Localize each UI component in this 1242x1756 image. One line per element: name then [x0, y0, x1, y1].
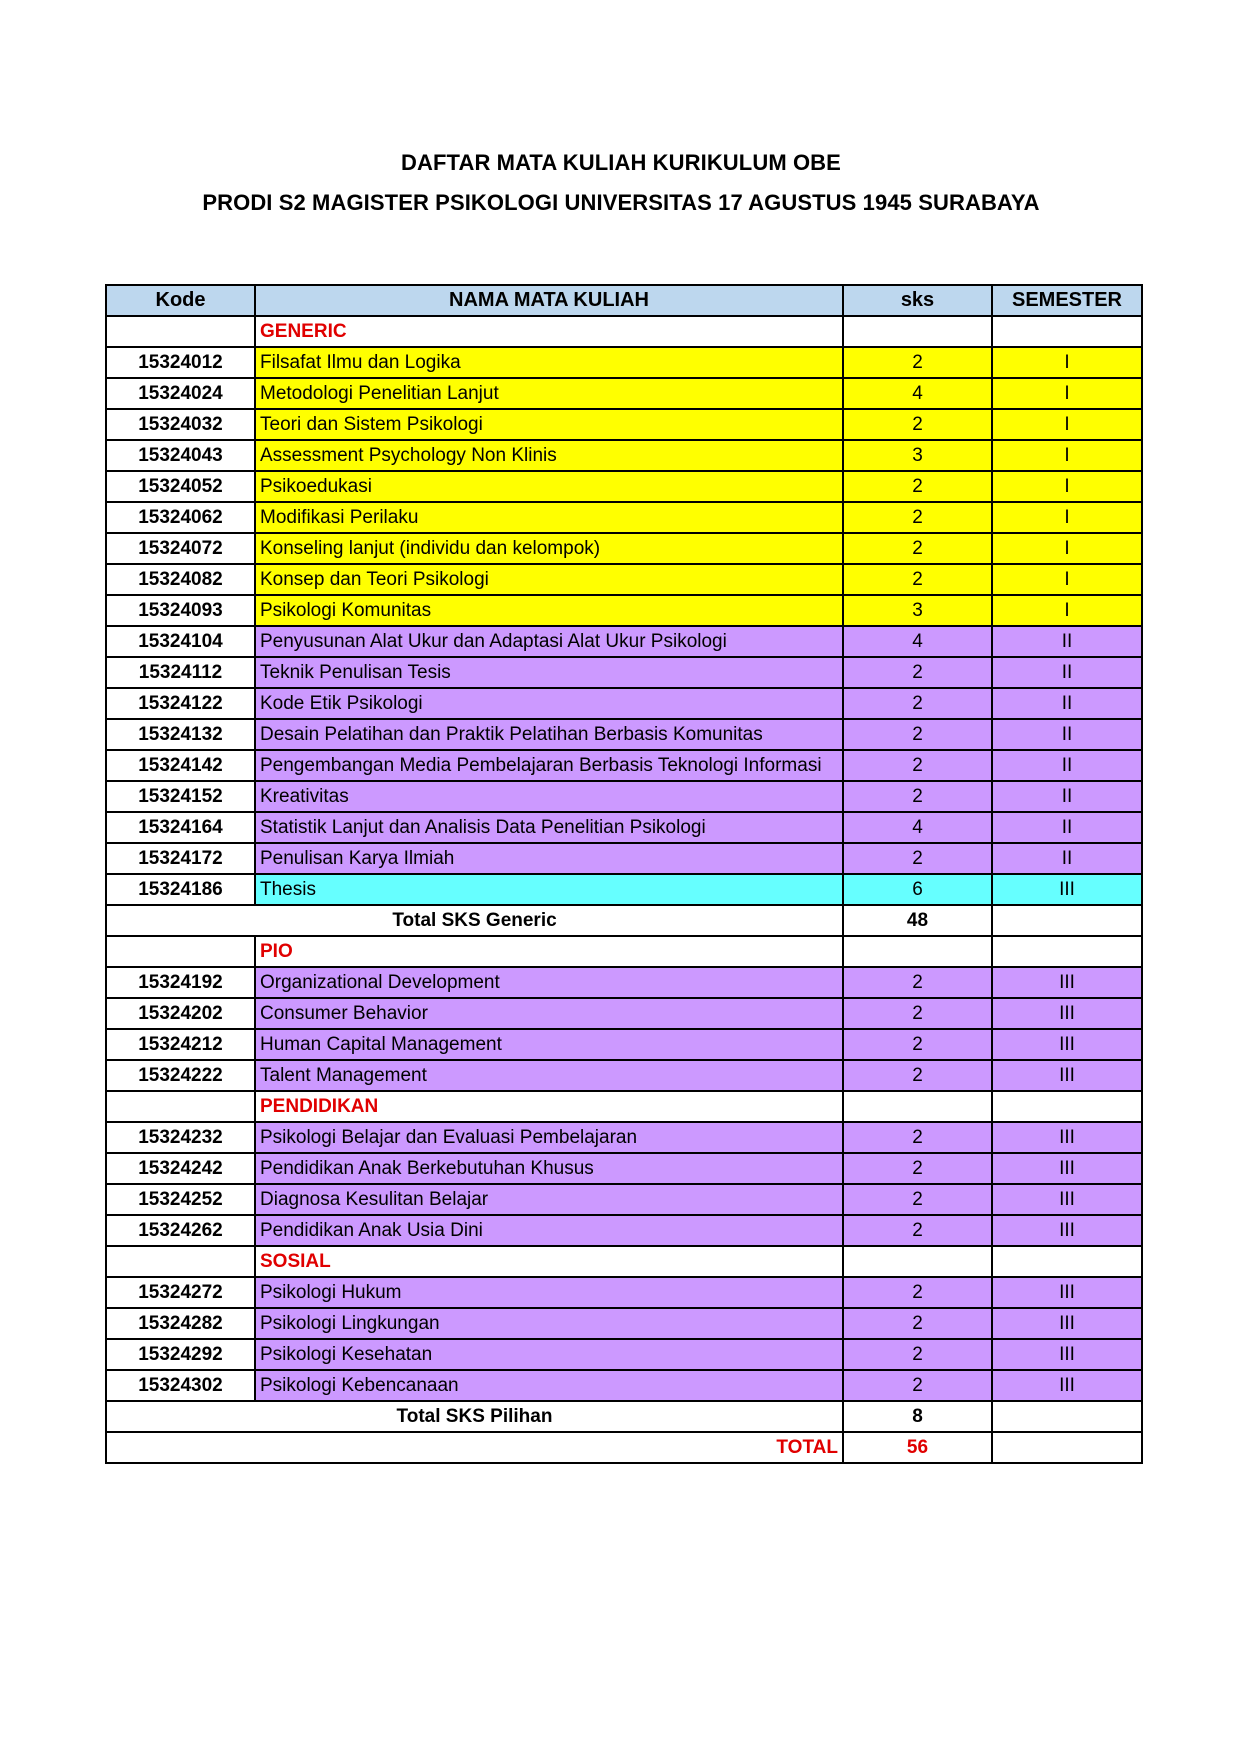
- course-name: Thesis: [255, 874, 843, 905]
- subtotal-row: [106, 1401, 1142, 1432]
- course-sks: 2: [843, 967, 992, 998]
- table-row: [106, 1060, 1142, 1091]
- course-sks: 4: [843, 812, 992, 843]
- course-semester: II: [992, 688, 1142, 719]
- course-code: 15324172: [106, 843, 255, 874]
- empty-cell: [106, 1246, 255, 1277]
- table-row: [106, 595, 1142, 626]
- course-code: 15324024: [106, 378, 255, 409]
- course-name: Konseling lanjut (individu dan kelompok): [255, 533, 843, 564]
- course-semester: III: [992, 1029, 1142, 1060]
- course-semester: I: [992, 533, 1142, 564]
- table-row: [106, 564, 1142, 595]
- table-row: [106, 688, 1142, 719]
- group-row: [106, 936, 1142, 967]
- course-sks: 2: [843, 471, 992, 502]
- empty-cell: [992, 1401, 1142, 1432]
- course-code: 15324232: [106, 1122, 255, 1153]
- course-semester: III: [992, 874, 1142, 905]
- course-semester: I: [992, 440, 1142, 471]
- table-row: [106, 626, 1142, 657]
- empty-cell: [992, 1091, 1142, 1122]
- course-semester: III: [992, 998, 1142, 1029]
- course-sks: 2: [843, 657, 992, 688]
- course-semester: II: [992, 781, 1142, 812]
- course-semester: III: [992, 1370, 1142, 1401]
- course-table: [105, 284, 1143, 1464]
- course-name: Psikologi Belajar dan Evaluasi Pembelajaran: [255, 1122, 843, 1153]
- course-name: Psikologi Hukum: [255, 1277, 843, 1308]
- empty-cell: [106, 936, 255, 967]
- course-name: Psikologi Kebencanaan: [255, 1370, 843, 1401]
- course-name: Kode Etik Psikologi: [255, 688, 843, 719]
- course-sks: 6: [843, 874, 992, 905]
- course-name: Psikoedukasi: [255, 471, 843, 502]
- course-semester: III: [992, 1215, 1142, 1246]
- course-semester: I: [992, 564, 1142, 595]
- course-sks: 2: [843, 750, 992, 781]
- grand-total-value: 56: [843, 1432, 992, 1463]
- empty-cell: [843, 1091, 992, 1122]
- course-code: 15324192: [106, 967, 255, 998]
- course-name: Kreativitas: [255, 781, 843, 812]
- table-row: [106, 967, 1142, 998]
- table-row: [106, 1184, 1142, 1215]
- course-code: 15324302: [106, 1370, 255, 1401]
- course-code: 15324152: [106, 781, 255, 812]
- table-row: [106, 1215, 1142, 1246]
- subtotal-value: 48: [843, 905, 992, 936]
- course-sks: 2: [843, 719, 992, 750]
- course-name: Penyusunan Alat Ukur dan Adaptasi Alat Ukur Psikologi: [255, 626, 843, 657]
- course-sks: 2: [843, 347, 992, 378]
- table-row: [106, 533, 1142, 564]
- table-row: [106, 719, 1142, 750]
- course-sks: 2: [843, 533, 992, 564]
- table-row: [106, 1122, 1142, 1153]
- header-name: NAMA MATA KULIAH: [255, 285, 843, 316]
- course-name: Teori dan Sistem Psikologi: [255, 409, 843, 440]
- course-code: 15324292: [106, 1339, 255, 1370]
- table-header-row: [106, 285, 1142, 316]
- course-name: Teknik Penulisan Tesis: [255, 657, 843, 688]
- grand-total-label: TOTAL: [106, 1432, 843, 1463]
- empty-cell: [106, 1091, 255, 1122]
- course-name: Desain Pelatihan dan Praktik Pelatihan Berbasis Komunitas: [255, 719, 843, 750]
- document-title: DAFTAR MATA KULIAH KURIKULUM OBE: [401, 150, 841, 175]
- course-semester: III: [992, 967, 1142, 998]
- course-semester: I: [992, 409, 1142, 440]
- table-row: [106, 471, 1142, 502]
- table-row: [106, 781, 1142, 812]
- course-sks: 4: [843, 626, 992, 657]
- empty-cell: [992, 936, 1142, 967]
- subtotal-value: 8: [843, 1401, 992, 1432]
- course-name: Psikologi Kesehatan: [255, 1339, 843, 1370]
- header-sks: sks: [843, 285, 992, 316]
- course-semester: I: [992, 502, 1142, 533]
- course-sks: 2: [843, 1308, 992, 1339]
- course-name: Organizational Development: [255, 967, 843, 998]
- course-name: Consumer Behavior: [255, 998, 843, 1029]
- course-semester: II: [992, 719, 1142, 750]
- course-name: Psikologi Lingkungan: [255, 1308, 843, 1339]
- group-label: PIO: [255, 936, 843, 967]
- subtotal-label: Total SKS Generic: [106, 905, 843, 936]
- course-semester: III: [992, 1153, 1142, 1184]
- course-sks: 2: [843, 1122, 992, 1153]
- course-name: Pengembangan Media Pembelajaran Berbasis Teknologi Informasi: [255, 750, 843, 781]
- course-sks: 4: [843, 378, 992, 409]
- course-sks: 2: [843, 998, 992, 1029]
- course-sks: 2: [843, 564, 992, 595]
- course-sks: 2: [843, 1029, 992, 1060]
- course-sks: 2: [843, 688, 992, 719]
- course-semester: II: [992, 657, 1142, 688]
- subtotal-label: Total SKS Pilihan: [106, 1401, 843, 1432]
- table-row: [106, 843, 1142, 874]
- course-code: 15324093: [106, 595, 255, 626]
- group-label: GENERIC: [255, 316, 843, 347]
- table-row: [106, 1153, 1142, 1184]
- group-label: SOSIAL: [255, 1246, 843, 1277]
- group-row: [106, 316, 1142, 347]
- course-name: Pendidikan Anak Berkebutuhan Khusus: [255, 1153, 843, 1184]
- course-sks: 3: [843, 440, 992, 471]
- course-code: 15324202: [106, 998, 255, 1029]
- course-name: Statistik Lanjut dan Analisis Data Penelitian Psikologi: [255, 812, 843, 843]
- table-row: [106, 1277, 1142, 1308]
- course-code: 15324252: [106, 1184, 255, 1215]
- course-name: Talent Management: [255, 1060, 843, 1091]
- course-semester: III: [992, 1308, 1142, 1339]
- table-row: [106, 409, 1142, 440]
- course-code: 15324012: [106, 347, 255, 378]
- course-sks: 2: [843, 781, 992, 812]
- course-code: 15324062: [106, 502, 255, 533]
- course-code: 15324043: [106, 440, 255, 471]
- course-semester: III: [992, 1339, 1142, 1370]
- course-sks: 2: [843, 1339, 992, 1370]
- empty-cell: [843, 316, 992, 347]
- course-code: 15324072: [106, 533, 255, 564]
- course-code: 15324262: [106, 1215, 255, 1246]
- course-code: 15324112: [106, 657, 255, 688]
- table-row: [106, 874, 1142, 905]
- course-name: Diagnosa Kesulitan Belajar: [255, 1184, 843, 1215]
- group-label: PENDIDIKAN: [255, 1091, 843, 1122]
- table-row: [106, 502, 1142, 533]
- course-sks: 2: [843, 1277, 992, 1308]
- course-code: 15324272: [106, 1277, 255, 1308]
- table-body: [106, 316, 1142, 1463]
- table-row: [106, 440, 1142, 471]
- course-name: Metodologi Penelitian Lanjut: [255, 378, 843, 409]
- course-name: Filsafat Ilmu dan Logika: [255, 347, 843, 378]
- course-sks: 2: [843, 1153, 992, 1184]
- empty-cell: [106, 316, 255, 347]
- course-sks: 2: [843, 502, 992, 533]
- empty-cell: [992, 1246, 1142, 1277]
- group-row: [106, 1091, 1142, 1122]
- course-semester: II: [992, 750, 1142, 781]
- course-code: 15324164: [106, 812, 255, 843]
- course-code: 15324082: [106, 564, 255, 595]
- course-code: 15324242: [106, 1153, 255, 1184]
- course-semester: I: [992, 347, 1142, 378]
- course-code: 15324222: [106, 1060, 255, 1091]
- table-row: [106, 812, 1142, 843]
- course-semester: II: [992, 843, 1142, 874]
- empty-cell: [843, 1246, 992, 1277]
- course-sks: 2: [843, 1060, 992, 1091]
- table-row: [106, 1308, 1142, 1339]
- course-semester: II: [992, 812, 1142, 843]
- table-row: [106, 750, 1142, 781]
- table-row: [106, 1339, 1142, 1370]
- course-semester: III: [992, 1122, 1142, 1153]
- table-row: [106, 1370, 1142, 1401]
- course-code: 15324104: [106, 626, 255, 657]
- course-semester: III: [992, 1184, 1142, 1215]
- table-row: [106, 657, 1142, 688]
- table-row: [106, 347, 1142, 378]
- course-code: 15324122: [106, 688, 255, 719]
- course-semester: III: [992, 1060, 1142, 1091]
- course-name: Psikologi Komunitas: [255, 595, 843, 626]
- course-name: Pendidikan Anak Usia Dini: [255, 1215, 843, 1246]
- course-sks: 3: [843, 595, 992, 626]
- group-row: [106, 1246, 1142, 1277]
- course-code: 15324142: [106, 750, 255, 781]
- course-name: Modifikasi Perilaku: [255, 502, 843, 533]
- course-code: 15324186: [106, 874, 255, 905]
- course-semester: I: [992, 471, 1142, 502]
- header-semester: SEMESTER: [992, 285, 1142, 316]
- course-code: 15324032: [106, 409, 255, 440]
- document-subtitle: PRODI S2 MAGISTER PSIKOLOGI UNIVERSITAS 17 AGUSTUS 1945 SURABAYA: [202, 190, 1040, 215]
- course-code: 15324052: [106, 471, 255, 502]
- course-semester: II: [992, 626, 1142, 657]
- header-code: Kode: [106, 285, 255, 316]
- course-sks: 2: [843, 1215, 992, 1246]
- course-semester: III: [992, 1277, 1142, 1308]
- table-row: [106, 998, 1142, 1029]
- course-semester: I: [992, 378, 1142, 409]
- course-semester: I: [992, 595, 1142, 626]
- course-sks: 2: [843, 409, 992, 440]
- course-code: 15324212: [106, 1029, 255, 1060]
- table-row: [106, 1029, 1142, 1060]
- grand-total-row: [106, 1432, 1142, 1463]
- course-name: Assessment Psychology Non Klinis: [255, 440, 843, 471]
- empty-cell: [843, 936, 992, 967]
- course-sks: 2: [843, 843, 992, 874]
- course-sks: 2: [843, 1370, 992, 1401]
- subtotal-row: [106, 905, 1142, 936]
- course-name: Human Capital Management: [255, 1029, 843, 1060]
- course-name: Penulisan Karya Ilmiah: [255, 843, 843, 874]
- course-name: Konsep dan Teori Psikologi: [255, 564, 843, 595]
- course-sks: 2: [843, 1184, 992, 1215]
- course-code: 15324282: [106, 1308, 255, 1339]
- empty-cell: [992, 905, 1142, 936]
- empty-cell: [992, 316, 1142, 347]
- course-code: 15324132: [106, 719, 255, 750]
- table-row: [106, 378, 1142, 409]
- empty-cell: [992, 1432, 1142, 1463]
